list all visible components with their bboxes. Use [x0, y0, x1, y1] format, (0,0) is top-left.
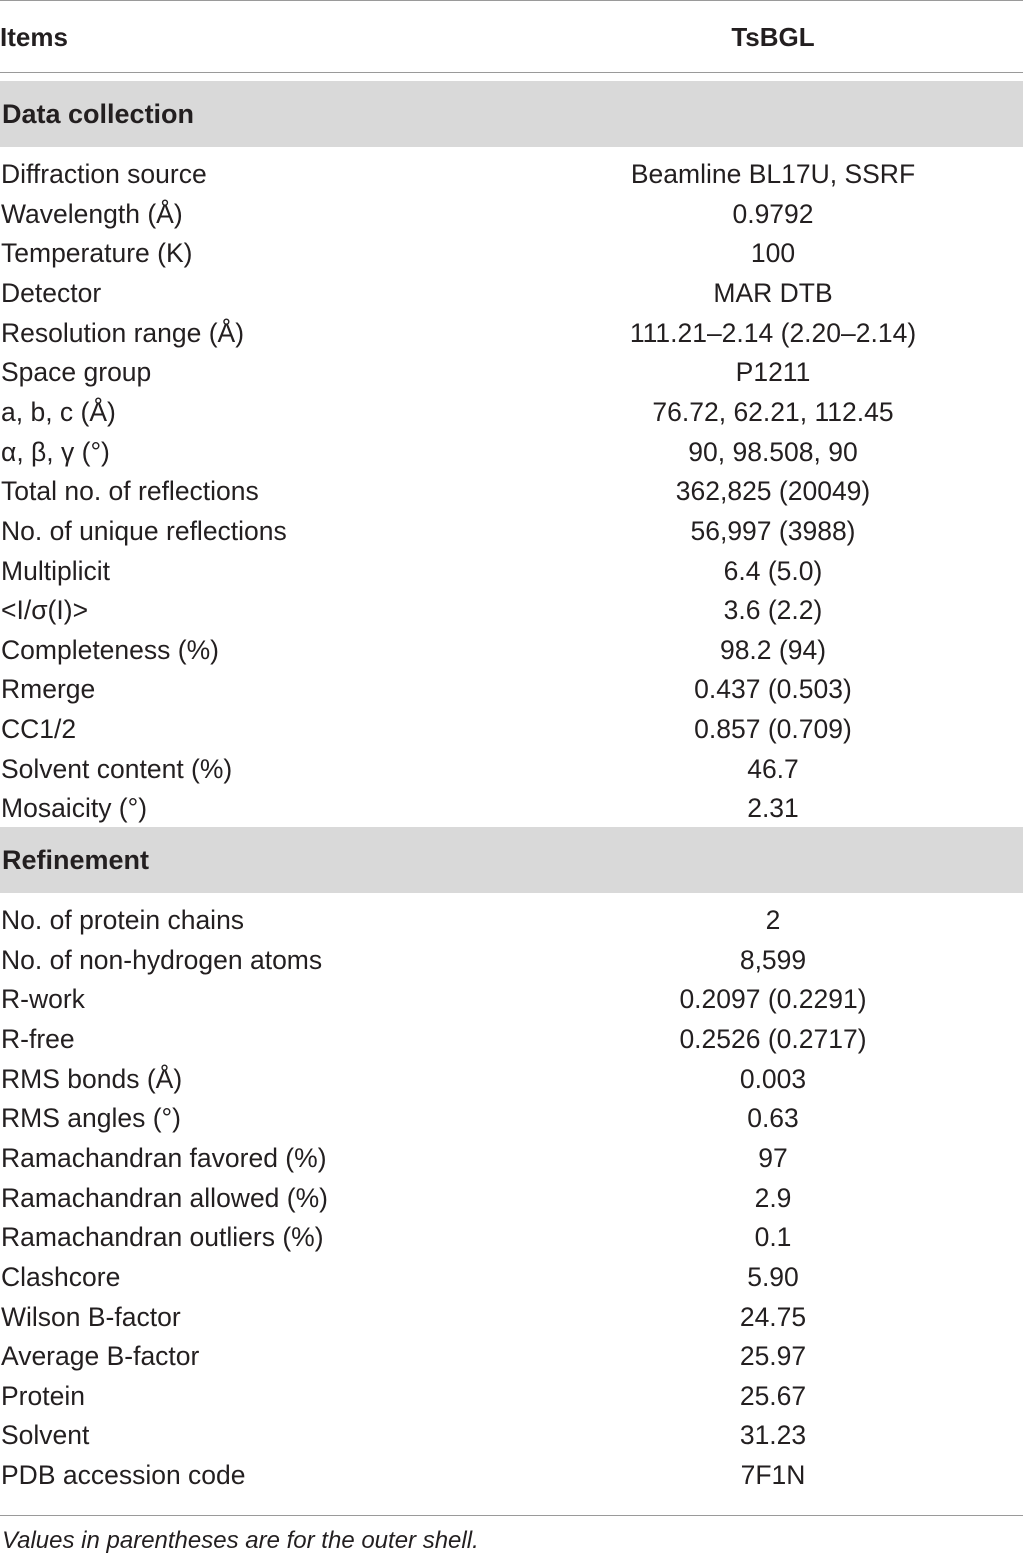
table-row: [0, 1418, 1023, 1458]
header-items: Items: [0, 22, 68, 52]
table-row: [0, 1458, 1023, 1498]
table-row: [0, 197, 1023, 237]
section-data-collection: [0, 81, 1023, 147]
row-value: 8,599: [739, 944, 807, 975]
row-label: Completeness (%): [1, 634, 219, 665]
table-row: [0, 1220, 1023, 1260]
row-label: CC1/2: [1, 714, 77, 745]
table-row: [0, 1181, 1023, 1221]
table-row: [0, 1300, 1023, 1340]
row-value: 7F1N: [740, 1460, 806, 1491]
row-label: Average B-factor: [1, 1341, 200, 1372]
row-value: 6.4 (5.0): [723, 555, 823, 586]
row-label: RMS bonds (Å): [1, 1063, 183, 1094]
table-row: [0, 712, 1023, 752]
row-label: Multiplicit: [1, 555, 110, 586]
table-row: [0, 672, 1023, 712]
row-label: Rmerge: [1, 674, 96, 705]
table-row: [0, 1141, 1023, 1181]
row-value: 46.7: [747, 753, 799, 784]
table-row: [0, 1022, 1023, 1062]
row-label: Resolution range (Å): [1, 317, 245, 348]
table-row: [0, 236, 1023, 276]
row-value: 100: [750, 238, 796, 269]
row-label: Space group: [1, 357, 152, 388]
table-row: [0, 903, 1023, 943]
row-label: Detector: [1, 277, 102, 308]
table-row: [0, 791, 1023, 831]
row-label: Solvent: [1, 1420, 90, 1451]
row-value: 98.2 (94): [719, 634, 827, 665]
table-row: [0, 982, 1023, 1022]
row-value: 76.72, 62.21, 112.45: [652, 396, 894, 427]
table-row: [0, 1339, 1023, 1379]
row-value: 0.437 (0.503): [694, 674, 852, 705]
row-label: a, b, c (Å): [1, 396, 116, 427]
row-value: 0.003: [739, 1063, 807, 1094]
bottom-rule: [0, 1515, 1023, 1516]
row-label: Ramachandran favored (%): [1, 1142, 327, 1173]
row-value: 0.9792: [732, 198, 814, 229]
table-row: [0, 633, 1023, 673]
row-label: R-free: [1, 1023, 75, 1054]
row-value: Beamline BL17U, SSRF: [630, 159, 916, 189]
table-row: [0, 395, 1023, 435]
table-row: [0, 474, 1023, 514]
row-label: Temperature (K): [1, 238, 193, 269]
section-title: Refinement: [2, 845, 150, 875]
row-label: Diffraction source: [1, 159, 207, 189]
row-value: MAR DTB: [713, 277, 833, 308]
row-value: 0.2526 (0.2717): [679, 1023, 867, 1054]
section-refinement: [0, 827, 1023, 893]
row-value: P1211: [735, 357, 811, 388]
table-row: [0, 1260, 1023, 1300]
section-title: Data collection: [2, 99, 195, 129]
table-row: [0, 1062, 1023, 1102]
row-label: R-work: [1, 984, 85, 1015]
row-label: Protein: [1, 1380, 85, 1411]
table-row: [0, 1101, 1023, 1141]
row-value: 31.23: [739, 1420, 807, 1451]
table-row: [0, 752, 1023, 792]
header-tsbgl: TsBGL: [731, 22, 815, 52]
row-label: <I/σ(I)>: [1, 595, 89, 626]
row-label: Mosaicity (°): [1, 793, 148, 824]
table-row: [0, 157, 1023, 197]
row-value: 111.21–2.14 (2.20–2.14): [629, 317, 917, 348]
table-row: [0, 276, 1023, 316]
row-value: 90, 98.508, 90: [688, 436, 858, 467]
table-row: [0, 943, 1023, 983]
row-label: No. of protein chains: [1, 905, 245, 935]
row-value: 97: [758, 1142, 788, 1173]
table-row: [0, 1379, 1023, 1419]
row-value: 24.75: [739, 1301, 807, 1332]
table-row: [0, 593, 1023, 633]
table-row: [0, 316, 1023, 356]
row-value: 56,997 (3988): [690, 515, 856, 546]
row-label: No. of non-hydrogen atoms: [1, 944, 323, 975]
header-rule: [0, 72, 1023, 73]
row-label: Wilson B-factor: [1, 1301, 181, 1332]
table-header: [0, 0, 1023, 72]
row-label: α, β, γ (°): [1, 436, 110, 467]
table-row: [0, 554, 1023, 594]
row-value: 25.97: [739, 1341, 807, 1372]
table-row: [0, 435, 1023, 475]
row-label: RMS angles (°): [1, 1103, 181, 1134]
row-value: 2.31: [747, 793, 799, 824]
row-value: 0.2097 (0.2291): [679, 984, 867, 1015]
row-label: Clashcore: [1, 1261, 121, 1292]
row-value: 5.90: [747, 1261, 799, 1292]
row-value: 25.67: [739, 1380, 807, 1411]
row-label: PDB accession code: [1, 1460, 246, 1491]
table-row: [0, 514, 1023, 554]
table-footnote: Values in parentheses are for the outer shell.: [2, 1527, 479, 1554]
row-value: 2: [765, 905, 781, 935]
row-value: 3.6 (2.2): [723, 595, 823, 626]
row-label: Ramachandran outliers (%): [1, 1222, 324, 1253]
table-row: [0, 355, 1023, 395]
row-value: 362,825 (20049): [675, 476, 871, 507]
row-label: No. of unique reflections: [1, 515, 287, 546]
row-label: Wavelength (Å): [1, 198, 183, 229]
row-value: 0.1: [754, 1222, 792, 1253]
row-label: Solvent content (%): [1, 753, 233, 784]
row-value: 0.857 (0.709): [694, 714, 852, 745]
row-value: 0.63: [747, 1103, 799, 1134]
row-label: Ramachandran allowed (%): [1, 1182, 328, 1213]
row-value: 2.9: [754, 1182, 792, 1213]
row-label: Total no. of reflections: [1, 476, 259, 507]
